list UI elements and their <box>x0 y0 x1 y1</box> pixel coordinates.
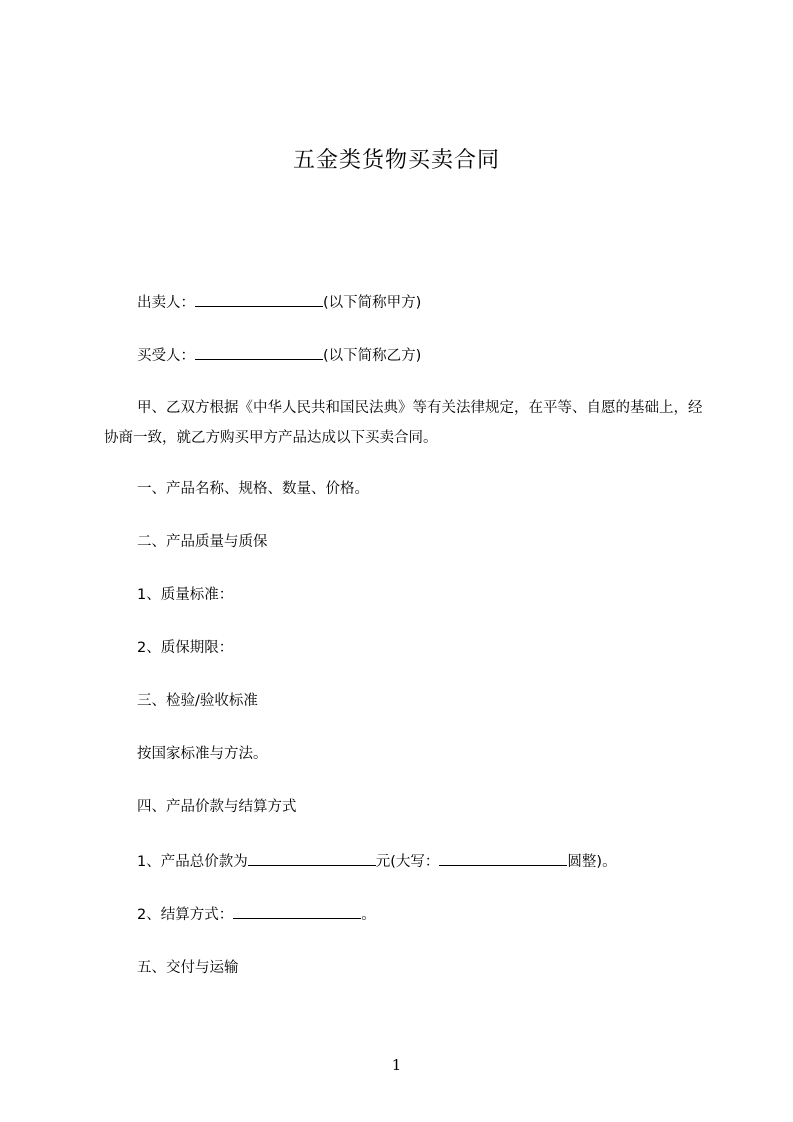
total-price-uppercase-blank <box>439 850 567 866</box>
total-price-blank <box>248 850 376 866</box>
seller-suffix: (以下简称甲方) <box>323 295 422 311</box>
section-4-heading: 四、产品价款与结算方式 <box>137 799 297 815</box>
section-3-body: 按国家标准与方法。 <box>137 746 268 762</box>
settlement-end: 。 <box>361 907 376 923</box>
quality-standard-line: 1、质量标准： <box>137 587 234 603</box>
total-price-end: 圆整)。 <box>567 854 617 870</box>
warranty-period-line: 2、质保期限： <box>137 640 234 656</box>
seller-blank <box>195 291 323 307</box>
buyer-line <box>137 344 421 366</box>
page-number: 1 <box>391 1056 402 1074</box>
seller-line <box>137 291 421 313</box>
intro-paragraph: 甲、乙双方根据《中华人民共和国民法典》等有关法律规定，在平等、自愿的基础上，经协商一致，就乙方购买甲方产品达成以下买卖合同。 <box>104 400 703 446</box>
settlement-label: 2、结算方式： <box>137 907 234 923</box>
total-price-line <box>137 850 617 872</box>
total-price-uppercase-label: 元(大写： <box>375 854 440 870</box>
seller-label: 出卖人： <box>137 295 195 311</box>
section-5-heading: 五、交付与运输 <box>137 960 239 976</box>
settlement-line <box>137 903 376 925</box>
section-2-heading: 二、产品质量与质保 <box>137 534 268 550</box>
section-1-heading: 一、产品名称、规格、数量、价格。 <box>137 481 369 497</box>
buyer-suffix: (以下简称乙方) <box>323 348 422 364</box>
buyer-label: 买受人： <box>137 348 195 364</box>
section-3-heading: 三、检验/验收标准 <box>137 693 258 709</box>
total-price-label: 1、产品总价款为 <box>137 854 248 870</box>
document-title: 五金类货物买卖合同 <box>292 148 500 173</box>
buyer-blank <box>195 344 323 360</box>
settlement-blank <box>233 903 361 919</box>
